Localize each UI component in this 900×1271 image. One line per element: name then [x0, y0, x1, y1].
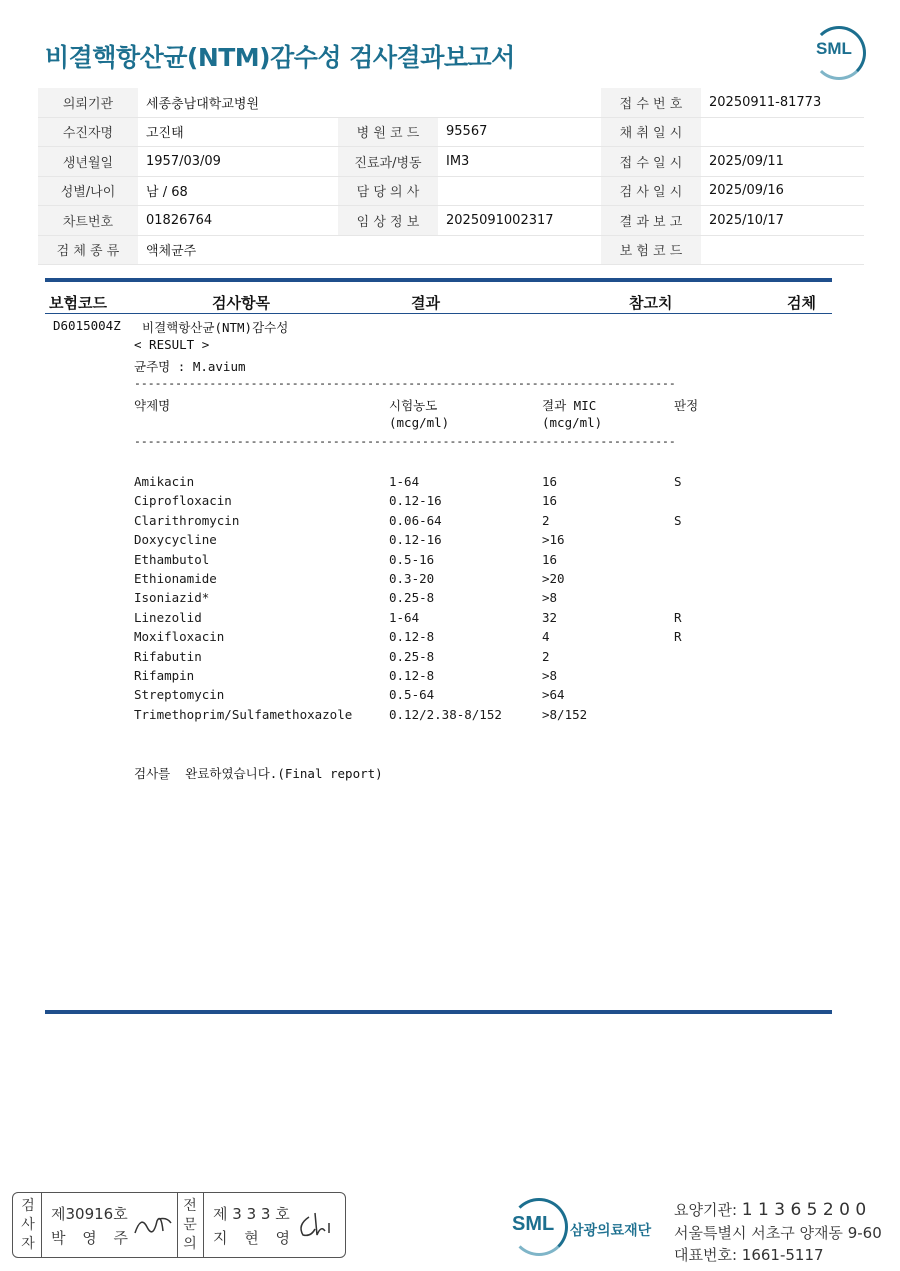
col-header-specimen: 검체	[787, 294, 816, 312]
col-interpretation: 판정	[674, 398, 699, 413]
col-header-test-item: 검사항목	[212, 294, 270, 312]
organism-line: 균주명 : M.avium	[134, 359, 246, 374]
info-label: 임 상 정 보	[338, 206, 438, 236]
mic-value: >8	[542, 590, 558, 606]
specialist-signature	[295, 1207, 339, 1241]
info-label: 접 수 일 시	[601, 147, 701, 177]
info-label: 의뢰기관	[38, 88, 138, 117]
company-address: 서울특별시 서초구 양재동 9-60	[674, 1224, 882, 1242]
test-range: 0.5-16	[389, 551, 435, 567]
top-divider	[45, 278, 832, 282]
phone-label: 대표번호:	[674, 1246, 738, 1264]
interpretation: R	[674, 629, 682, 645]
col-header-insurance-code: 보험코드	[49, 294, 107, 312]
mic-value: 2	[542, 512, 550, 528]
info-label: 검 사 일 시	[601, 176, 701, 206]
specialist-license: 제 3 3 3 호	[213, 1205, 290, 1223]
company-name: 삼광의료재단	[570, 1223, 652, 1239]
sml-logo	[812, 26, 864, 78]
drug-name: Amikacin	[134, 474, 195, 489]
info-label: 담 당 의 사	[338, 176, 438, 206]
mic-value: 16	[542, 551, 558, 567]
info-row	[38, 147, 864, 177]
info-label: 생년월일	[38, 147, 138, 177]
info-label: 검 체 종 류	[38, 235, 138, 265]
test-range: 0.5-64	[389, 687, 435, 703]
insurance-code: D6015004Z	[53, 318, 121, 333]
examiner-name: 박 영 주	[51, 1229, 135, 1247]
test-range: 0.12-16	[389, 493, 442, 509]
test-range: 0.12/2.38-8/152	[389, 706, 502, 722]
col-drug-name: 약제명	[134, 398, 171, 413]
drug-name: Isoniazid*	[134, 590, 210, 606]
col-mic: 결과 MIC	[542, 398, 597, 413]
test-name: 비결핵항산균(NTM)감수성	[142, 320, 289, 335]
info-value: 세종충남대학교병원	[138, 88, 601, 117]
phone-number: 1661-5117	[741, 1246, 824, 1264]
col-test-conc-unit: (mcg/ml)	[389, 415, 450, 430]
info-value: 고진태	[138, 117, 338, 147]
test-range: 0.06-64	[389, 512, 442, 528]
mic-value: 16	[542, 474, 558, 489]
examiner-label: 검사자	[21, 1198, 35, 1252]
info-value: 남 / 68	[138, 176, 338, 206]
drug-name: Ethambutol	[134, 551, 210, 567]
report-title: 비결핵항산균(NTM)감수성 검사결과보고서	[45, 43, 515, 72]
col-test-conc: 시험농도	[389, 398, 438, 413]
patient-info-table	[38, 88, 864, 265]
info-value: 2025/09/11	[701, 147, 864, 177]
test-range: 0.12-8	[389, 629, 435, 645]
info-label: 차트번호	[38, 206, 138, 236]
info-label: 수진자명	[38, 117, 138, 147]
mic-value: >8	[542, 668, 558, 683]
examiner-signature	[131, 1207, 175, 1241]
org-code-line	[674, 1199, 866, 1220]
mic-value: 4	[542, 629, 550, 645]
test-range: 0.12-16	[389, 532, 442, 548]
examiner-license: 제30916호	[51, 1205, 128, 1223]
final-note: 검사를 완료하였습니다.(Final report)	[134, 766, 383, 781]
info-label: 진료과/병동	[338, 147, 438, 177]
info-value: IM3	[438, 147, 601, 177]
info-value: 20250911-81773	[701, 88, 864, 117]
col-header-result: 결과	[411, 294, 440, 312]
result-tag: < RESULT >	[134, 337, 210, 352]
test-range: 1-64	[389, 609, 420, 625]
header-underline	[45, 313, 832, 314]
mic-value: 2	[542, 648, 550, 664]
info-value: 95567	[438, 117, 601, 147]
signature-box	[12, 1192, 346, 1258]
dash-line-bottom: -------------------------------------------------------------------------------	[134, 434, 676, 448]
info-value: 01826764	[138, 206, 338, 236]
drug-name: Ciprofloxacin	[134, 493, 232, 509]
company-logo-text: SML	[512, 1213, 555, 1235]
specialist-label: 전문의	[183, 1198, 197, 1252]
drug-name: Linezolid	[134, 609, 202, 625]
organism-label: 균주명	[134, 359, 171, 374]
info-value	[701, 235, 864, 265]
test-range: 1-64	[389, 474, 420, 489]
info-label: 보 험 코 드	[601, 235, 701, 265]
drug-name: Rifampin	[134, 668, 195, 683]
info-row	[38, 176, 864, 206]
mic-value: >8/152	[542, 706, 588, 722]
test-range: 0.25-8	[389, 590, 435, 606]
info-label: 채 취 일 시	[601, 117, 701, 147]
specialist-name: 지 현 영	[213, 1229, 297, 1247]
interpretation: R	[674, 609, 682, 625]
info-label: 성별/나이	[38, 176, 138, 206]
mic-value: >16	[542, 532, 565, 548]
mic-value: 32	[542, 609, 558, 625]
info-row	[38, 235, 864, 265]
info-row	[38, 206, 864, 236]
drug-name: Rifabutin	[134, 648, 202, 664]
col-mic-unit: (mcg/ml)	[542, 415, 603, 430]
drug-name: Ethionamide	[134, 571, 217, 586]
mic-value: >64	[542, 687, 565, 703]
test-range: 0.25-8	[389, 648, 435, 664]
drug-name: Doxycycline	[134, 532, 217, 548]
info-value: 2025/10/17	[701, 206, 864, 236]
test-range: 0.12-8	[389, 668, 435, 683]
drug-name: Streptomycin	[134, 687, 225, 703]
info-row	[38, 117, 864, 147]
test-range: 0.3-20	[389, 571, 435, 586]
bottom-divider	[45, 1010, 832, 1014]
mic-value: 16	[542, 493, 558, 509]
info-value: 2025091002317	[438, 206, 601, 236]
drug-name: Clarithromycin	[134, 512, 240, 528]
info-label: 접 수 번 호	[601, 88, 701, 117]
drug-name: Moxifloxacin	[134, 629, 225, 645]
info-value: 1957/03/09	[138, 147, 338, 177]
col-header-reference: 참고치	[629, 294, 673, 312]
info-value: 액체균주	[138, 235, 601, 265]
interpretation: S	[674, 512, 682, 528]
info-value	[438, 176, 601, 206]
phone-line	[674, 1244, 824, 1265]
logo-text: SML	[816, 39, 852, 58]
interpretation: S	[674, 474, 682, 489]
drug-name: Trimethoprim/Sulfamethoxazole	[134, 706, 353, 722]
mic-value: >20	[542, 571, 565, 586]
organism-value: M.avium	[192, 359, 246, 374]
org-code: 1 1 3 6 5 2 0 0	[741, 1200, 867, 1220]
info-value: 2025/09/16	[701, 176, 864, 206]
info-label: 결 과 보 고	[601, 206, 701, 236]
org-code-label: 요양기관:	[674, 1201, 738, 1219]
info-label: 병 원 코 드	[338, 117, 438, 147]
info-row	[38, 88, 864, 117]
info-value	[701, 117, 864, 147]
dash-line-top: -------------------------------------------------------------------------------	[134, 376, 676, 390]
